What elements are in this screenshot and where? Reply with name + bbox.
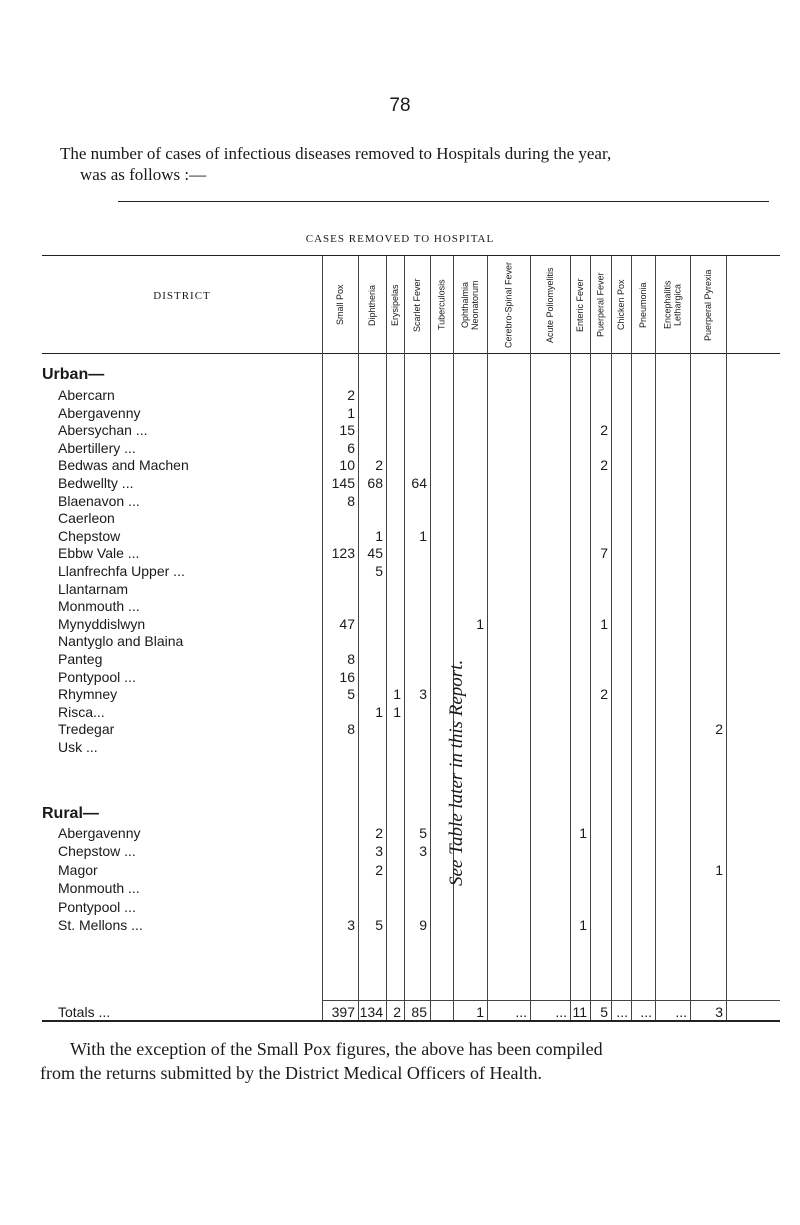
intro-line-2: was as follows :— bbox=[80, 165, 207, 184]
column-header: Pneumonia bbox=[638, 282, 648, 328]
table-row bbox=[58, 825, 778, 842]
column-header: Ophthalmia Neonatorum bbox=[460, 280, 480, 330]
table-cell: 6 bbox=[347, 439, 355, 456]
totals-rule bbox=[322, 1000, 780, 1001]
table-cell: ... bbox=[675, 1004, 687, 1020]
district-name: Chepstow ... bbox=[58, 843, 136, 860]
table-cell: 64 bbox=[411, 475, 427, 491]
table-row bbox=[58, 475, 778, 492]
district-name: Monmouth ... bbox=[58, 880, 140, 897]
column-header: Erysipelas bbox=[390, 284, 400, 326]
table-row bbox=[58, 686, 778, 703]
footer-line-2: from the returns submitted by the District Medical Officers of Health. bbox=[40, 1063, 543, 1083]
column-header: Small Pox bbox=[335, 284, 345, 326]
column-header: Tuberculosis bbox=[436, 279, 447, 331]
table-row bbox=[58, 1004, 778, 1021]
table-row bbox=[58, 843, 778, 860]
table-row bbox=[58, 651, 778, 668]
top-rule bbox=[118, 201, 769, 202]
table-cell: 8 bbox=[347, 492, 355, 509]
district-name: Usk ... bbox=[58, 739, 98, 755]
rural-section-label: Rural— bbox=[42, 805, 99, 822]
table-row bbox=[58, 510, 778, 527]
table-cell: 16 bbox=[339, 668, 355, 685]
table-row bbox=[58, 545, 778, 562]
table-cell: 2 bbox=[375, 825, 383, 841]
table-cell: 47 bbox=[339, 615, 355, 632]
column-header: Diphtheria bbox=[367, 284, 377, 326]
table-cell: 5 bbox=[375, 563, 383, 579]
district-name: St. Mellons ... bbox=[58, 917, 143, 933]
table-row bbox=[58, 457, 778, 474]
table-cell: 2 bbox=[600, 686, 608, 703]
table-cell: 15 bbox=[339, 422, 355, 439]
table-cell: 3 bbox=[347, 917, 355, 933]
table-cell: 1 bbox=[476, 615, 484, 632]
table-cell: 145 bbox=[331, 475, 355, 491]
table-cell: 2 bbox=[375, 861, 383, 878]
district-name: Chepstow bbox=[58, 527, 121, 544]
district-name: Abertillery ... bbox=[58, 439, 136, 456]
district-name: Abergavenny bbox=[58, 404, 141, 421]
table-cell: 1 bbox=[476, 1004, 484, 1020]
table-cell: 68 bbox=[367, 475, 383, 491]
footer-text bbox=[40, 1037, 800, 1085]
intro-text bbox=[60, 143, 780, 185]
column-header: Scarlet Fever bbox=[412, 278, 422, 332]
table-row bbox=[58, 739, 778, 756]
table-cell: 5 bbox=[419, 825, 427, 841]
table-cell: 3 bbox=[375, 843, 383, 860]
column-header: Cerebro-Spinal Fever bbox=[503, 261, 514, 349]
table-cell: 7 bbox=[600, 545, 608, 562]
district-name: Llanfrechfa Upper ... bbox=[58, 563, 185, 579]
table-cell: ... bbox=[555, 1004, 567, 1020]
table-row bbox=[58, 528, 778, 545]
table-row bbox=[58, 633, 778, 650]
column-header: Puerperal Pyrexia bbox=[703, 269, 713, 341]
table-row bbox=[58, 721, 778, 738]
district-name: Abersychan ... bbox=[58, 422, 148, 439]
district-name: Pontypool ... bbox=[58, 668, 136, 685]
column-header: Acute Poliomyelitis bbox=[545, 267, 555, 343]
table-cell: 3 bbox=[715, 1004, 723, 1020]
table-cell: 1 bbox=[393, 703, 401, 720]
district-name: Mynyddislwyn bbox=[58, 615, 146, 632]
table-row bbox=[58, 669, 778, 686]
table-cell: 1 bbox=[715, 861, 723, 878]
table-cell: 10 bbox=[339, 457, 355, 474]
column-header: Puerperal Fever bbox=[595, 272, 606, 338]
table-cell: 8 bbox=[347, 651, 355, 667]
table-cell: 3 bbox=[419, 686, 427, 703]
table-cell: 5 bbox=[347, 686, 355, 703]
table-row bbox=[58, 440, 778, 457]
urban-section-label: Urban— bbox=[42, 366, 105, 383]
table-cell: 2 bbox=[375, 457, 383, 474]
table-row bbox=[58, 704, 778, 721]
district-name: Bedwas and Machen bbox=[58, 457, 189, 474]
table-cell: 11 bbox=[572, 1004, 587, 1020]
district-name: Pontypool ... bbox=[58, 898, 136, 915]
table-cell: 1 bbox=[579, 825, 587, 841]
district-name: Ebbw Vale ... bbox=[58, 545, 140, 562]
district-name: Panteg bbox=[58, 651, 103, 667]
table-row bbox=[58, 917, 778, 934]
table-cell: 45 bbox=[367, 545, 383, 562]
table-cell: 1 bbox=[579, 917, 587, 933]
column-header: Enteric Fever bbox=[575, 278, 585, 332]
page-number: 78 bbox=[389, 95, 411, 116]
table-cell: 2 bbox=[347, 387, 355, 403]
table-row bbox=[58, 616, 778, 633]
table-cell: 2 bbox=[715, 721, 723, 738]
table-cell: 3 bbox=[419, 843, 427, 860]
table-row bbox=[58, 598, 778, 615]
district-name: Risca... bbox=[58, 703, 105, 720]
table-cell: 397 bbox=[331, 1004, 355, 1020]
table-row bbox=[58, 422, 778, 439]
table-top-border bbox=[42, 255, 780, 256]
district-name: Abercarn bbox=[58, 387, 115, 403]
table-cell: 2 bbox=[393, 1004, 401, 1020]
table-cell: 1 bbox=[375, 527, 383, 544]
table-cell: 1 bbox=[600, 615, 608, 632]
table-row bbox=[58, 493, 778, 510]
table-cell: 5 bbox=[600, 1004, 608, 1020]
table-cell: 2 bbox=[600, 457, 608, 474]
district-name: Llantarnam bbox=[58, 580, 129, 597]
table-cell: 2 bbox=[600, 422, 608, 439]
district-name: Abergavenny bbox=[58, 825, 141, 841]
table-row bbox=[58, 880, 778, 897]
table-cell: 134 bbox=[359, 1004, 383, 1020]
district-name: Rhymney bbox=[58, 686, 118, 703]
header-bottom-border bbox=[42, 353, 780, 354]
table-cell: ... bbox=[616, 1004, 628, 1020]
table-cell: ... bbox=[515, 1004, 527, 1020]
table-cell: ... bbox=[640, 1004, 652, 1020]
table-cell: 1 bbox=[347, 404, 355, 421]
district-name: Magor bbox=[58, 861, 98, 878]
district-name: Caerleon bbox=[58, 510, 115, 527]
column-header: Chicken Pox bbox=[616, 279, 626, 331]
footer-line-1: With the exception of the Small Pox figures, the above has been compiled bbox=[70, 1039, 603, 1059]
district-name: Totals ... bbox=[58, 1004, 111, 1020]
table-row bbox=[58, 387, 778, 404]
table-row bbox=[58, 563, 778, 580]
table-cell: 5 bbox=[375, 917, 383, 933]
table-cell: 123 bbox=[331, 545, 355, 562]
table-caption: CASES REMOVED TO HOSPITAL bbox=[305, 233, 495, 245]
district-name: Nantyglo and Blaina bbox=[58, 633, 184, 650]
table-cell: 1 bbox=[419, 527, 427, 544]
table-cell: 1 bbox=[375, 703, 383, 720]
district-name: Bedwellty ... bbox=[58, 475, 134, 491]
table-cell: 1 bbox=[393, 686, 401, 703]
district-name: Tredegar bbox=[58, 721, 115, 738]
district-name: Monmouth ... bbox=[58, 598, 140, 615]
table-note: See Table later in this Report. bbox=[446, 659, 467, 887]
intro-line-1: The number of cases of infectious diseases removed to Hospitals during the year, bbox=[60, 144, 612, 163]
table-cell: 8 bbox=[347, 721, 355, 738]
table-row bbox=[58, 405, 778, 422]
table-row bbox=[58, 899, 778, 916]
column-header: Encephalitis Lethargica bbox=[662, 280, 683, 330]
table-row bbox=[58, 862, 778, 879]
table-cell: 85 bbox=[411, 1004, 427, 1020]
table-cell: 9 bbox=[419, 917, 427, 933]
district-name: Blaenavon ... bbox=[58, 492, 140, 509]
district-header: DISTRICT bbox=[153, 290, 211, 302]
table-row bbox=[58, 581, 778, 598]
